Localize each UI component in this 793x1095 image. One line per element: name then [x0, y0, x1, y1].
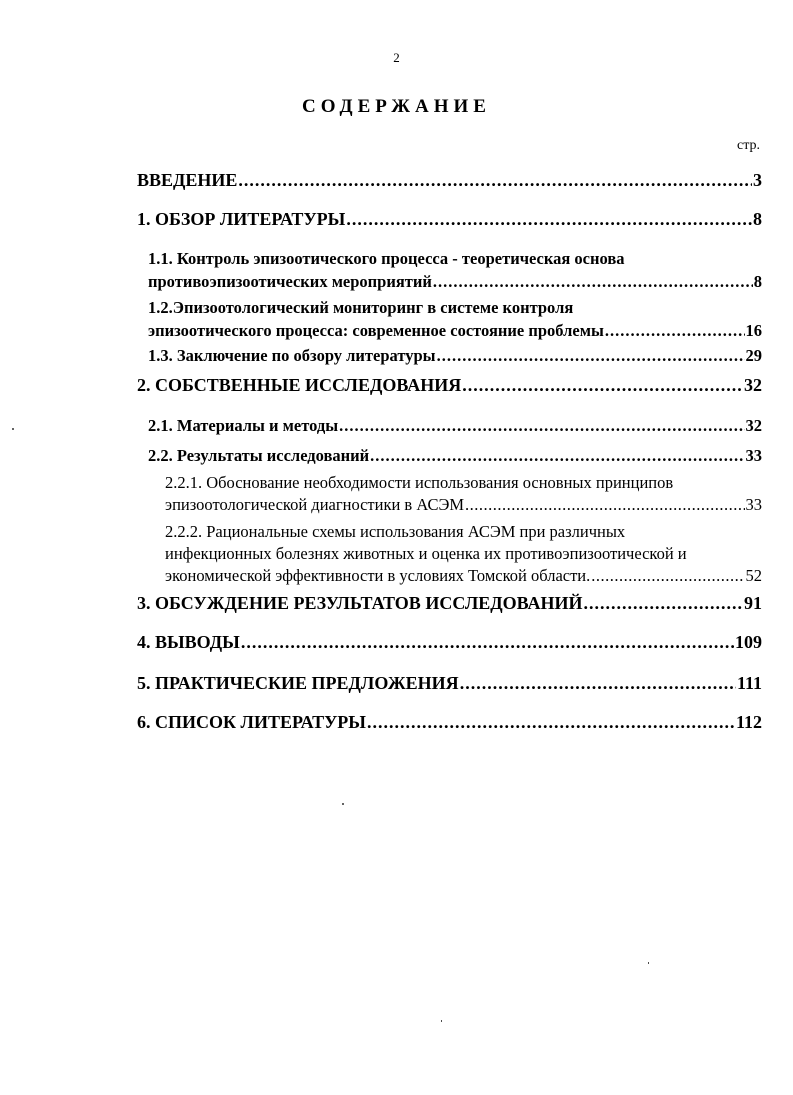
toc-entry-section-1-1[interactable] — [148, 247, 762, 293]
toc-entry-title-line: 1.2.Эпизоотологический мониторинг в системе контроля — [148, 298, 574, 317]
leader-dots — [370, 446, 744, 466]
scan-speck — [648, 962, 649, 964]
leader-dots — [591, 565, 744, 587]
pages-column-label: стр. — [736, 138, 760, 153]
toc-page-number: 16 — [745, 321, 762, 340]
leader-dots — [465, 494, 744, 516]
toc-entry-section-2-1[interactable] — [148, 416, 762, 436]
toc-page-number: 91 — [744, 593, 762, 613]
toc-page-number: 33 — [745, 495, 762, 514]
leader-dots — [460, 673, 736, 694]
leader-dots — [462, 375, 743, 396]
toc-entry-section-2-2-2[interactable] — [165, 521, 762, 587]
page-title: СОДЕРЖАНИЕ — [302, 96, 491, 117]
toc-entry-title-line: инфекционных болезнях животных и оценка их противоэпизоотической и — [165, 544, 687, 563]
toc-entry-title: 2. СОБСТВЕННЫЕ ИССЛЕДОВАНИЯ — [137, 375, 462, 395]
toc-entry-section-2-2-1[interactable] — [165, 472, 762, 516]
toc-entry-title: 2.2. Результаты исследований — [148, 446, 370, 465]
toc-page-number: 52 — [745, 566, 762, 585]
toc-page-number: 112 — [735, 712, 762, 732]
toc-entry-title-line: 2.2.1. Обоснование необходимости использования основных принципов — [165, 473, 674, 492]
toc-entry-title: 2.1. Материалы и методы — [148, 416, 339, 435]
toc-page-number: 29 — [745, 346, 762, 365]
toc-entry-chapter-5[interactable] — [137, 673, 762, 694]
toc-entry-section-1-3[interactable] — [148, 346, 762, 366]
toc-entry-section-2-2[interactable] — [148, 446, 762, 466]
leader-dots — [437, 346, 745, 366]
toc-page-number: 8 — [753, 209, 762, 229]
toc-entry-chapter-1[interactable] — [137, 209, 762, 230]
toc-page-number: 32 — [745, 416, 762, 435]
toc-entry-section-1-2[interactable] — [148, 296, 762, 342]
toc-page-number: 111 — [736, 673, 762, 693]
leader-dots — [339, 416, 744, 436]
page-number: 2 — [393, 50, 400, 65]
leader-dots — [584, 593, 743, 614]
toc-entry-title-line: экономической эффективности в условиях Томской области. — [165, 566, 591, 585]
scan-speck — [12, 428, 14, 430]
scan-speck — [342, 803, 344, 805]
toc-entry-title-line: 1.1. Контроль эпизоотического процесса - теоретическая основа — [148, 249, 625, 268]
toc-entry-title: ВВЕДЕНИЕ — [137, 170, 238, 190]
leader-dots — [367, 712, 735, 733]
toc-page-number: 8 — [753, 272, 762, 291]
toc-page-number: 33 — [745, 446, 762, 465]
toc-entry-chapter-4[interactable] — [137, 632, 762, 653]
toc-entry-title: 6. СПИСОК ЛИТЕРАТУРЫ — [137, 712, 366, 732]
toc-entry-title: 5. ПРАКТИЧЕСКИЕ ПРЕДЛОЖЕНИЯ — [137, 673, 459, 693]
toc-page-number: 109 — [735, 632, 762, 652]
scan-speck — [441, 1020, 442, 1022]
leader-dots — [605, 319, 745, 342]
toc-entry-title-line: эпизоотологической диагностики в АСЭМ — [165, 495, 465, 514]
toc-entry-title-line: 2.2.2. Рациональные схемы использования АСЭМ при различных — [165, 522, 626, 541]
toc-entry-title: 1.3. Заключение по обзору литературы — [148, 346, 436, 365]
leader-dots — [346, 209, 752, 230]
toc-page-number: 3 — [753, 170, 762, 190]
leader-dots — [433, 270, 753, 293]
toc-entry-chapter-2[interactable] — [137, 375, 762, 396]
leader-dots — [238, 170, 752, 191]
toc-entry-title-line: противоэпизоотических мероприятий — [148, 272, 432, 291]
toc-entry-chapter-3[interactable] — [137, 593, 762, 614]
leader-dots — [241, 632, 734, 653]
toc-entry-chapter-6[interactable] — [137, 712, 762, 733]
toc-entry-title: 3. ОБСУЖДЕНИЕ РЕЗУЛЬТАТОВ ИССЛЕДОВАНИЙ — [137, 593, 583, 613]
toc-entry-title: 4. ВЫВОДЫ — [137, 632, 240, 652]
toc-entry-intro[interactable] — [137, 170, 762, 191]
toc-entry-title: 1. ОБЗОР ЛИТЕРАТУРЫ — [137, 209, 346, 229]
toc-page-number: 32 — [744, 375, 762, 395]
toc-entry-title-line: эпизоотического процесса: современное состояние проблемы — [148, 321, 604, 340]
